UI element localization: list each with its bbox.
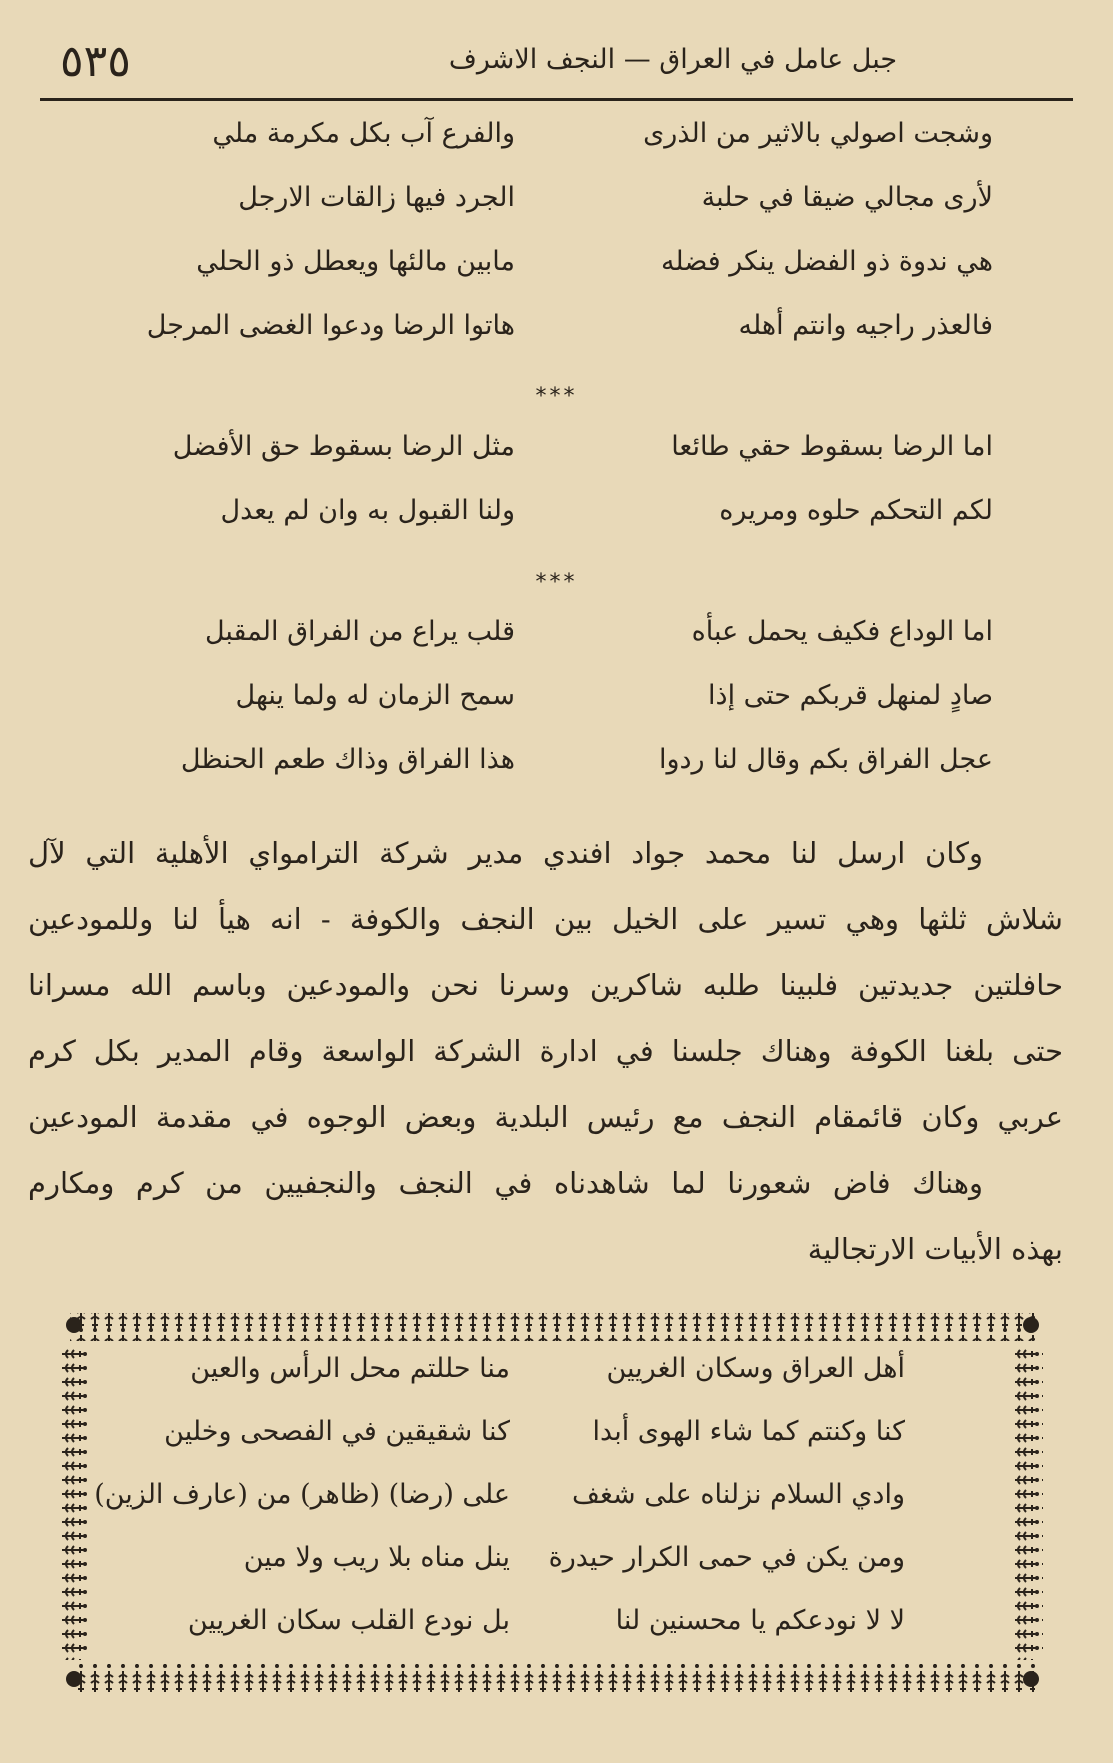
running-title: جبل عامل في العراق — النجف الاشرف: [448, 44, 898, 75]
verse-second-hemistich: الجرد فيها زالقات الارجل: [238, 182, 515, 213]
prose-line: عربي وكان قائمقام النجف مع رئيس البلدية وبعض الوجوه في مقدمة المودعين: [28, 1100, 1063, 1134]
verse-first-hemistich: وادي السلام نزلناه على شغف: [572, 1479, 905, 1510]
verse: [100, 304, 993, 368]
ornamental-frame: [60, 1305, 1045, 1700]
prose-line: شلاش ثلثها وهي تسير على الخيل بين النجف والكوفة - انه هيأ لنا وللمودعين: [28, 902, 1063, 936]
stanza-2: [100, 425, 993, 553]
verse: [90, 1347, 1015, 1410]
verse-second-hemistich: ينل مناه بلا ريب ولا مين: [243, 1542, 510, 1573]
verse-second-hemistich: مابين مالئها ويعطل ذو الحلي: [196, 246, 515, 277]
verse: [100, 610, 993, 674]
verse-second-hemistich: منا حللتم محل الرأس والعين: [190, 1353, 510, 1384]
prose-line: وهناك فاض شعورنا لما شاهدناه في النجف والنجفيين من كرم ومكارم: [28, 1166, 983, 1200]
verse: [100, 674, 993, 738]
verse-first-hemistich: لكم التحكم حلوه ومريره: [719, 495, 993, 526]
verse: [90, 1410, 1015, 1473]
verse-second-hemistich: ولنا القبول به وان لم يعدل: [220, 495, 515, 526]
verse-first-hemistich: لأرى مجالي ضيقا في حلبة: [701, 182, 993, 213]
verse: [90, 1599, 1015, 1662]
verse-second-hemistich: هذا الفراق وذاك طعم الحنظل: [180, 744, 515, 775]
verse-second-hemistich: والفرع آب بكل مكرمة ملي: [212, 118, 515, 149]
stanza-1: [100, 112, 993, 368]
section-divider-stars: ***: [535, 384, 578, 409]
framed-verses: [90, 1347, 1015, 1662]
verse-first-hemistich: اما الوداع فكيف يحمل عبأه: [691, 616, 993, 647]
verse-first-hemistich: فالعذر راجيه وانتم أهله: [738, 310, 993, 341]
verse-second-hemistich: على (رضا) (ظاهر) من (عارف الزين): [94, 1479, 510, 1510]
stanza-3: [100, 610, 993, 802]
verse: [100, 738, 993, 802]
verse-first-hemistich: عجل الفراق بكم وقال لنا ردوا: [658, 744, 993, 775]
verse-second-hemistich: قلب يراع من الفراق المقبل: [204, 616, 515, 647]
verse-first-hemistich: لا لا نودعكم يا محسنين لنا: [615, 1605, 905, 1636]
prose-line: بهذه الأبيات الارتجالية: [807, 1232, 1063, 1266]
page-number: ٥٣٥: [60, 36, 131, 87]
verse: [100, 176, 993, 240]
verse: [90, 1536, 1015, 1599]
verse-first-hemistich: صادٍ لمنهل قربكم حتى إذا: [708, 680, 993, 711]
verse-first-hemistich: هي ندوة ذو الفضل ينكر فضله: [660, 246, 993, 277]
verse: [100, 112, 993, 176]
verse: [100, 425, 993, 489]
verse-first-hemistich: أهل العراق وسكان الغريين: [606, 1353, 905, 1384]
verse-second-hemistich: كنا شقيقين في الفصحى وخلين: [164, 1416, 510, 1447]
verse-first-hemistich: ومن يكن في حمى الكرار حيدرة: [548, 1542, 905, 1573]
header-rule: [40, 98, 1073, 101]
page-header: [40, 30, 1073, 100]
prose-line: وكان ارسل لنا محمد جواد افندي مدير شركة الترامواي الأهلية التي لآل: [28, 836, 983, 870]
verse-second-hemistich: هاتوا الرضا ودعوا الغضى المرجل: [146, 310, 515, 341]
verse-first-hemistich: اما الرضا بسقوط حقي طائعا: [671, 431, 993, 462]
prose-paragraph: [28, 820, 1063, 1282]
prose-line: حتى بلغنا الكوفة وهناك جلسنا في ادارة الشركة الواسعة وقام المدير بكل كرم: [28, 1034, 1063, 1068]
verse-first-hemistich: كنا وكنتم كما شاء الهوى أبدا: [592, 1416, 905, 1447]
verse: [100, 489, 993, 553]
verse-second-hemistich: سمح الزمان له ولما ينهل: [235, 680, 515, 711]
verse-second-hemistich: مثل الرضا بسقوط حق الأفضل: [172, 431, 515, 462]
verse: [100, 240, 993, 304]
prose-line: حافلتين جديدتين فلبينا طلبه شاكرين وسرنا نحن والمودعين وباسم الله مسرانا: [28, 968, 1063, 1002]
verse-first-hemistich: وشجت اصولي بالاثير من الذرى: [643, 118, 993, 149]
section-divider-stars: ***: [535, 570, 578, 595]
verse-second-hemistich: بل نودع القلب سكان الغريين: [187, 1605, 510, 1636]
verse: [90, 1473, 1015, 1536]
